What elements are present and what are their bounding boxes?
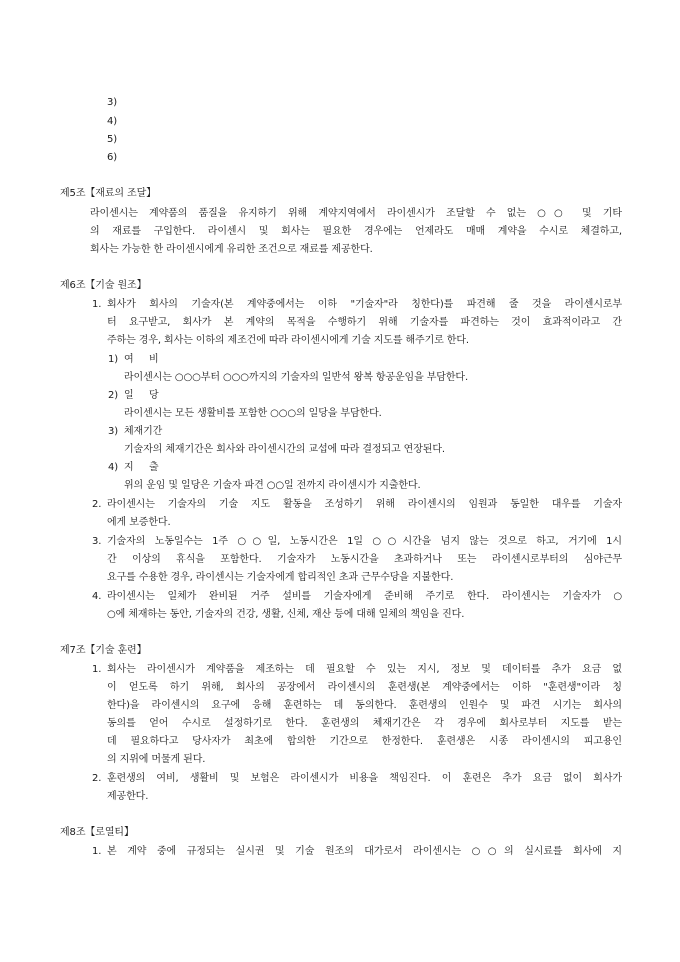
article-5-line: 회사는 가능한 한 라이센시에게 유리한 조건으로 재료를 제공한다. xyxy=(90,244,373,255)
paragraph-number: 1. xyxy=(92,846,102,857)
paragraph-line: 의 지위에 머물게 된다. xyxy=(107,754,206,765)
article-5-line: 라이센시는 계약품의 품질을 유지하기 위해 계약지역에서 라이센시가 조달할 수 없는 ○○ 및 기타 xyxy=(90,208,622,219)
sub-item-text: 기술자의 체재기간은 회사와 라이센시간의 교섭에 따라 결정되고 연장된다. xyxy=(124,444,445,455)
paragraph-line: 본 계약 중에 규정되는 실시권 및 기술 원조의 대가로서 라이센시는 ○○의 실시료를 회사에 지 xyxy=(107,846,622,857)
article-6-heading: 제6조【기술 원조】 xyxy=(60,280,147,291)
sub-item-text: 라이센시는 ○○○부터 ○○○까지의 기술자의 일반석 왕복 항공운임을 부담한다. xyxy=(124,372,469,383)
sub-item-number: 1) xyxy=(108,354,119,365)
sub-item-title: 체재기간 xyxy=(124,426,163,437)
paragraph-line: ○에 체재하는 동안, 기술자의 건강, 생활, 신체, 재산 등에 대해 일체의 책임을 진다. xyxy=(107,609,465,620)
paragraph-line: 주하는 경우, 회사는 이하의 제조건에 따라 라이센시에게 기술 지도를 해주기로 한다. xyxy=(107,335,469,346)
paragraph-line: 라이센시는 기술자의 기술 지도 활동을 조성하기 위해 라이센시의 임원과 동일한 대우를 기술자 xyxy=(107,499,622,510)
sub-item-number: 4) xyxy=(108,462,119,473)
paragraph-line: 이 얻도록 하기 위해, 회사의 공장에서 라이센시의 훈련생(본 계약중에서는 이하 "훈련생"이라 칭 xyxy=(107,682,622,693)
paragraph-line: 회사는 라이센시가 계약품을 제조하는 데 필요할 수 있는 지시, 정보 및 데이터를 추가 요금 없 xyxy=(107,664,622,675)
paragraph-number: 3. xyxy=(92,536,102,547)
sub-item-text: 라이센시는 모든 생활비를 포함한 ○○○의 일당을 부담한다. xyxy=(124,408,382,419)
paragraph-line: 동의를 얻어 수시로 설정하기로 한다. 훈련생의 체재기간은 각 경우에 회사로부터 지도를 받는 xyxy=(107,718,622,729)
sub-item-title: 지 출 xyxy=(124,462,159,473)
paragraph-line: 간 이상의 휴식을 포함한다. 기술자가 노동시간을 초과하거나 또는 라이센시로부터의 심야근무 xyxy=(107,554,622,565)
paragraph-line: 제공한다. xyxy=(107,791,149,802)
paragraph-number: 4. xyxy=(92,591,102,602)
list-item: 5) xyxy=(107,134,118,145)
sub-item-number: 3) xyxy=(108,426,119,437)
article-5-line: 의 재료를 구입한다. 라이센시 및 회사는 필요한 경우에는 언제라도 매매 계약을 수시로 체결하고, xyxy=(90,226,622,237)
paragraph-line: 훈련생의 여비, 생활비 및 보험은 라이센시가 비용을 책임진다. 이 훈련은 추가 요금 없이 회사가 xyxy=(107,773,622,784)
list-item: 4) xyxy=(107,116,118,127)
sub-item-title: 일 당 xyxy=(124,390,159,401)
paragraph-line: 에게 보증한다. xyxy=(107,517,171,528)
paragraph-line: 데 필요하다고 당사자가 최초에 합의한 기간으로 한정한다. 훈련생은 시종 라이센시의 피고용인 xyxy=(107,736,622,747)
article-5-heading: 제5조【재료의 조달】 xyxy=(60,188,157,199)
article-8-heading: 제8조【로열티】 xyxy=(60,827,134,838)
paragraph-number: 1. xyxy=(92,664,102,675)
paragraph-line: 한다)을 라이센시의 요구에 응해 훈련하는 데 동의한다. 훈련생의 인원수 및 파견 시기는 회사의 xyxy=(107,700,622,711)
paragraph-line: 터 요구받고, 회사가 본 계약의 목적을 수행하기 위해 기술자를 파견하는 것이 효과적이라고 간 xyxy=(107,317,622,328)
paragraph-number: 2. xyxy=(92,773,102,784)
sub-item-text: 위의 운임 및 일당은 기술자 파견 ○○일 전까지 라이센시가 지출한다. xyxy=(124,480,421,491)
article-7-heading: 제7조【기술 훈련】 xyxy=(60,645,147,656)
list-item: 6) xyxy=(107,152,118,163)
sub-item-number: 2) xyxy=(108,390,119,401)
paragraph-line: 기술자의 노동일수는 1주 ○○일, 노동시간은 1일 ○○시간을 넘지 않는 것으로 하고, 거기에 1시 xyxy=(107,536,622,547)
paragraph-number: 1. xyxy=(92,299,102,310)
paragraph-line: 요구를 수용한 경우, 라이센시는 기술자에게 합리적인 초과 근무수당을 지불한다. xyxy=(107,572,454,583)
paragraph-line: 회사가 회사의 기술자(본 계약중에서는 이하 "기술자"라 칭한다)를 파견해 줄 것을 라이센시로부 xyxy=(107,299,622,310)
sub-item-title: 여 비 xyxy=(124,354,159,365)
list-item: 3) xyxy=(107,97,118,108)
paragraph-line: 라이센시는 일체가 완비된 거주 설비를 기술자에게 준비해 주기로 한다. 라이센시는 기술자가 ○ xyxy=(107,591,622,602)
paragraph-number: 2. xyxy=(92,499,102,510)
